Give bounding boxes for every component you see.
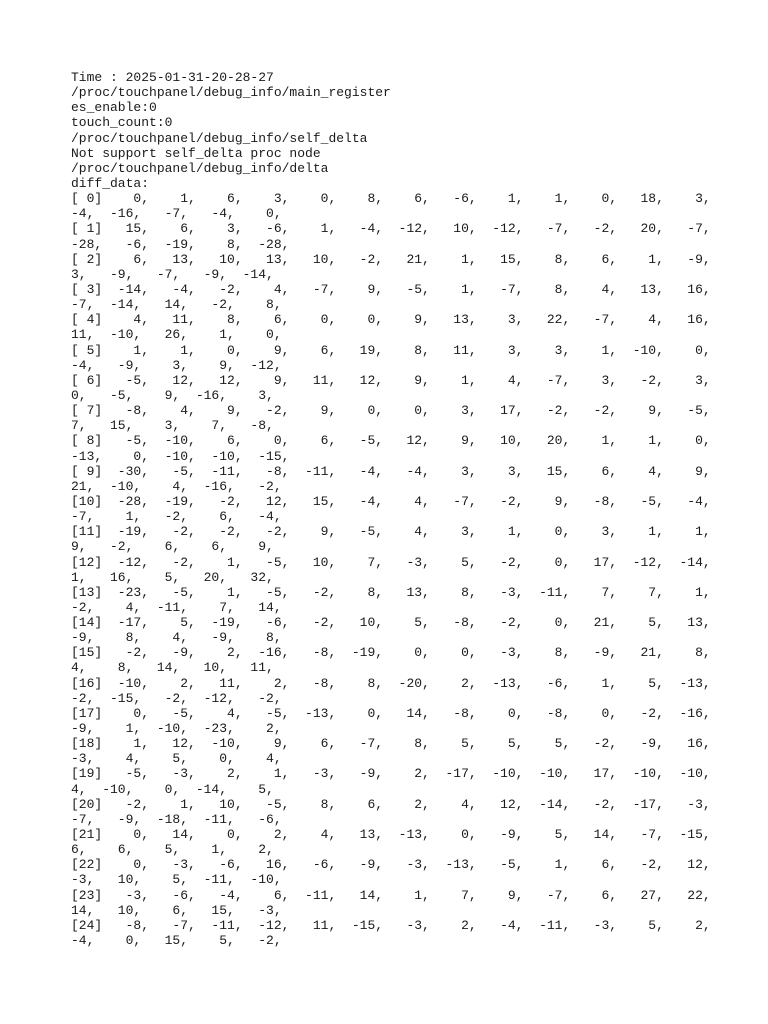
diff-row-line: [10] -28, -19, -2, 12, 15, -4, 4, -7, -2, 9, -8, -5, -4, bbox=[71, 493, 711, 509]
diff-row-line: [ 8] -5, -10, 6, 0, 6, -5, 12, 9, 10, 20, 1, 1, 0, bbox=[71, 433, 711, 449]
diff-row-line: [13] -23, -5, 1, -5, -2, 8, 13, 8, -3, -11, 7, 7, 1, bbox=[71, 584, 711, 600]
header-line: Not support self_delta proc node bbox=[71, 145, 321, 161]
diff-row-continuation-line: -4, 0, 15, 5, -2, bbox=[71, 933, 282, 949]
diff-row-line: [22] 0, -3, -6, 16, -6, -9, -3, -13, -5, 1, 6, -2, 12, bbox=[71, 857, 711, 873]
diff-row-line: [21] 0, 14, 0, 2, 4, 13, -13, 0, -9, 5, 14, -7, -15, bbox=[71, 827, 711, 843]
diff-row-continuation-line: -3, 4, 5, 0, 4, bbox=[71, 751, 282, 767]
diff-row-line: [ 3] -14, -4, -2, 4, -7, 9, -5, 1, -7, 8, 4, 13, 16, bbox=[71, 281, 711, 297]
diff-row-line: [19] -5, -3, 2, 1, -3, -9, 2, -17, -10, -10, 17, -10, -10, bbox=[71, 766, 711, 782]
diff-row-line: [11] -19, -2, -2, -2, 9, -5, 4, 3, 1, 0, 3, 1, 1, bbox=[71, 524, 711, 540]
diff-row-continuation-line: 11, -10, 26, 1, 0, bbox=[71, 327, 282, 343]
diff-row-continuation-line: -7, -14, 14, -2, 8, bbox=[71, 297, 282, 313]
diff-row-continuation-line: 1, 16, 5, 20, 32, bbox=[71, 569, 274, 585]
diff-row-continuation-line: -4, -9, 3, 9, -12, bbox=[71, 357, 282, 373]
diff-row-continuation-line: 14, 10, 6, 15, -3, bbox=[71, 902, 282, 918]
diff-row-line: [ 6] -5, 12, 12, 9, 11, 12, 9, 1, 4, -7, 3, -2, 3, bbox=[71, 372, 711, 388]
diff-row-continuation-line: -4, -16, -7, -4, 0, bbox=[71, 206, 282, 222]
diff-row-line: [16] -10, 2, 11, 2, -8, 8, -20, 2, -13, -6, 1, 5, -13, bbox=[71, 675, 711, 691]
diff-row-continuation-line: 4, 8, 14, 10, 11, bbox=[71, 660, 274, 676]
diff-row-line: [ 4] 4, 11, 8, 6, 0, 0, 9, 13, 3, 22, -7, 4, 16, bbox=[71, 312, 711, 328]
header-line: es_enable:0 bbox=[71, 100, 157, 116]
timestamp-line: Time : 2025-01-31-20-28-27 bbox=[71, 70, 274, 85]
header-line: /proc/touchpanel/debug_info/main_register bbox=[71, 85, 391, 101]
header-line: diff_data: bbox=[71, 175, 150, 191]
diff-row-line: [14] -17, 5, -19, -6, -2, 10, 5, -8, -2, 0, 21, 5, 13, bbox=[71, 615, 711, 631]
diff-row-continuation-line: -28, -6, -19, 8, -28, bbox=[71, 236, 290, 252]
diff-row-line: [12] -12, -2, 1, -5, 10, 7, -3, 5, -2, 0, 17, -12, -14, bbox=[71, 554, 711, 570]
header-line: /proc/touchpanel/debug_info/self_delta bbox=[71, 130, 368, 146]
diff-row-continuation-line: -7, -9, -18, -11, -6, bbox=[71, 811, 282, 827]
header-line: touch_count:0 bbox=[71, 115, 173, 131]
diff-row-continuation-line: -9, 1, -10, -23, 2, bbox=[71, 721, 282, 737]
diff-row-continuation-line: 6, 6, 5, 1, 2, bbox=[71, 842, 274, 858]
diff-row-line: [ 0] 0, 1, 6, 3, 0, 8, 6, -6, 1, 1, 0, 18, 3, bbox=[71, 191, 711, 207]
header-line: /proc/touchpanel/debug_info/delta bbox=[71, 160, 329, 176]
diff-row-line: [ 5] 1, 1, 0, 9, 6, 19, 8, 11, 3, 3, 1, -10, 0, bbox=[71, 342, 711, 358]
diff-row-continuation-line: -13, 0, -10, -10, -15, bbox=[71, 448, 290, 464]
diff-row-continuation-line: 21, -10, 4, -16, -2, bbox=[71, 478, 282, 494]
diff-row-line: [23] -3, -6, -4, 6, -11, 14, 1, 7, 9, -7, 6, 27, 22, bbox=[71, 887, 711, 903]
diff-row-line: [ 1] 15, 6, 3, -6, 1, -4, -12, 10, -12, -7, -2, 20, -7, bbox=[71, 221, 711, 237]
diff-row-line: [18] 1, 12, -10, 9, 6, -7, 8, 5, 5, 5, -2, -9, 16, bbox=[71, 736, 711, 752]
diff-row-line: [15] -2, -9, 2, -16, -8, -19, 0, 0, -3, 8, -9, 21, 8, bbox=[71, 645, 711, 661]
diff-row-continuation-line: -9, 8, 4, -9, 8, bbox=[71, 630, 282, 646]
diff-row-continuation-line: 7, 15, 3, 7, -8, bbox=[71, 418, 274, 434]
diff-row-continuation-line: 0, -5, 9, -16, 3, bbox=[71, 387, 274, 403]
diff-row-continuation-line: -3, 10, 5, -11, -10, bbox=[71, 872, 282, 888]
diff-row-continuation-line: -2, -15, -2, -12, -2, bbox=[71, 690, 282, 706]
diff-row-line: [ 9] -30, -5, -11, -8, -11, -4, -4, 3, 3, 15, 6, 4, 9, bbox=[71, 463, 711, 479]
diff-row-continuation-line: 3, -9, -7, -9, -14, bbox=[71, 266, 274, 282]
diff-row-continuation-line: 9, -2, 6, 6, 9, bbox=[71, 539, 274, 555]
diff-row-line: [ 2] 6, 13, 10, 13, 10, -2, 21, 1, 15, 8, 6, 1, -9, bbox=[71, 251, 711, 267]
diff-row-continuation-line: 4, -10, 0, -14, 5, bbox=[71, 781, 274, 797]
diff-row-line: [20] -2, 1, 10, -5, 8, 6, 2, 4, 12, -14, -2, -17, -3, bbox=[71, 796, 711, 812]
diff-row-line: [ 7] -8, 4, 9, -2, 9, 0, 0, 3, 17, -2, -2, 9, -5, bbox=[71, 403, 711, 419]
log-document bbox=[71, 70, 731, 948]
diff-row-continuation-line: -7, 1, -2, 6, -4, bbox=[71, 509, 282, 525]
diff-row-line: [17] 0, -5, 4, -5, -13, 0, 14, -8, 0, -8, 0, -2, -16, bbox=[71, 705, 711, 721]
diff-row-line: [24] -8, -7, -11, -12, 11, -15, -3, 2, -4, -11, -3, 5, 2, bbox=[71, 917, 711, 933]
diff-row-continuation-line: -2, 4, -11, 7, 14, bbox=[71, 599, 282, 615]
